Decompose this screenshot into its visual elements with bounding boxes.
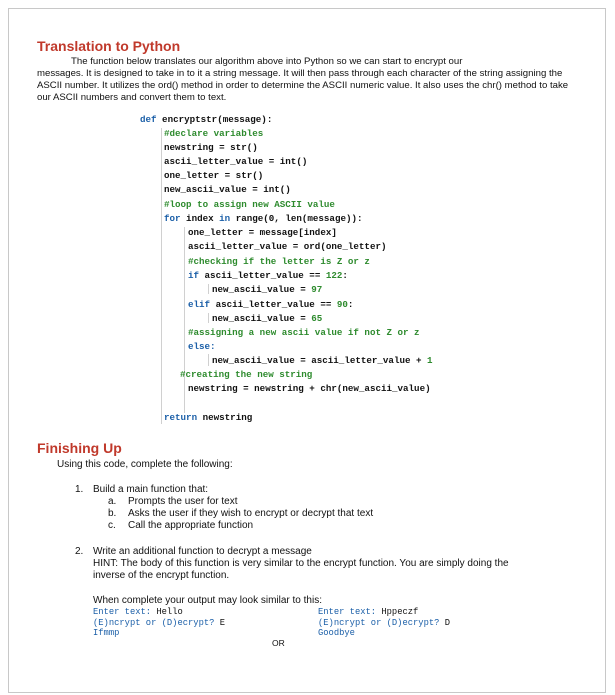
code-line-else: else: bbox=[188, 341, 216, 352]
code-line-elif: elif ascii_letter_value == 90: bbox=[188, 299, 354, 310]
example-output-2 bbox=[318, 607, 450, 639]
heading-finishing: Finishing Up bbox=[37, 440, 122, 456]
indent-guide bbox=[161, 128, 162, 424]
ex1-enter-line: Enter text: Hello bbox=[93, 607, 183, 617]
indent-guide-elif bbox=[208, 313, 209, 323]
indent-guide-loop bbox=[184, 227, 185, 413]
code-line-nv97: new_ascii_value = 97 bbox=[212, 284, 323, 295]
hint-line1: HINT: The body of this function is very similar to the encrypt function. You are simply doing the bbox=[93, 558, 509, 569]
code-line-def: def encryptstr(message): bbox=[140, 114, 273, 125]
item1c-letter: c. bbox=[108, 520, 116, 531]
code-line-for: for index in range(0, len(message)): bbox=[164, 213, 363, 224]
heading-translation: Translation to Python bbox=[37, 38, 181, 54]
code-line-newascii: new_ascii_value = int() bbox=[164, 184, 291, 195]
code-comment-checking: #checking if the letter is Z or z bbox=[188, 256, 370, 267]
para-rest: messages. It is designed to take in to it a string message. It will then pass through each character of the string assigning the ASCII number. It utilizes the ord() method in order to determine the ASCII numeric value. It also uses the chr() method to take our ASCII numbers and convert them to text. bbox=[37, 67, 569, 103]
item1c-text: Call the appropriate function bbox=[128, 520, 254, 531]
code-line-newstring: newstring = str() bbox=[164, 142, 258, 153]
item1b-letter: b. bbox=[108, 508, 117, 519]
code-comment-loop: #loop to assign new ASCII value bbox=[164, 199, 335, 210]
hint-line2: inverse of the encrypt function. bbox=[93, 570, 230, 581]
code-line-oneletter: one_letter = str() bbox=[164, 170, 264, 181]
code-comment-assigning: #assigning a new ascii value if not Z or z bbox=[188, 327, 420, 338]
item1a-letter: a. bbox=[108, 496, 117, 507]
example-output-1 bbox=[93, 607, 225, 639]
ex2-choice-line: (E)ncrypt or (D)ecrypt? D bbox=[318, 617, 450, 628]
indent-guide-if bbox=[208, 284, 209, 294]
ex1-result: Ifmmp bbox=[93, 628, 120, 638]
ex2-result: Goodbye bbox=[318, 628, 355, 638]
code-line-ascii: ascii_letter_value = int() bbox=[164, 156, 308, 167]
para-line1: The function below translates our algorithm above into Python so we can start to encrypt our bbox=[71, 56, 463, 67]
intro-paragraph bbox=[37, 56, 582, 104]
item1b-text: Asks the user if they wish to encrypt or decrypt that text bbox=[128, 508, 374, 519]
code-line-assign-letter: one_letter = message[index] bbox=[188, 227, 337, 238]
item2-number: 2. bbox=[75, 546, 84, 557]
code-line-nv-plus: new_ascii_value = ascii_letter_value + 1 bbox=[212, 355, 433, 366]
item1-number: 1. bbox=[75, 484, 84, 495]
code-line-ord: ascii_letter_value = ord(one_letter) bbox=[188, 241, 387, 252]
output-intro: When complete your output may look similar to this: bbox=[93, 595, 322, 606]
code-comment-declare: #declare variables bbox=[164, 128, 264, 139]
code-line-nv65: new_ascii_value = 65 bbox=[212, 313, 323, 324]
ex1-choice-line: (E)ncrypt or (D)ecrypt? E bbox=[93, 617, 225, 628]
code-line-return: return newstring bbox=[164, 412, 253, 423]
page-border bbox=[8, 8, 606, 693]
or-label: OR bbox=[272, 638, 285, 648]
item1a-text: Prompts the user for text bbox=[128, 496, 238, 507]
code-comment-creating: #creating the new string bbox=[180, 369, 313, 380]
ex2-enter-line: Enter text: Hppeczf bbox=[318, 607, 419, 617]
code-line-if: if ascii_letter_value == 122: bbox=[188, 270, 348, 281]
indent-guide-else bbox=[208, 354, 209, 366]
code-line-concat: newstring = newstring + chr(new_ascii_value) bbox=[188, 383, 431, 394]
finishing-intro: Using this code, complete the following: bbox=[57, 459, 233, 470]
item1-text: Build a main function that: bbox=[93, 484, 209, 495]
item2-text: Write an additional function to decrypt a message bbox=[93, 546, 312, 557]
